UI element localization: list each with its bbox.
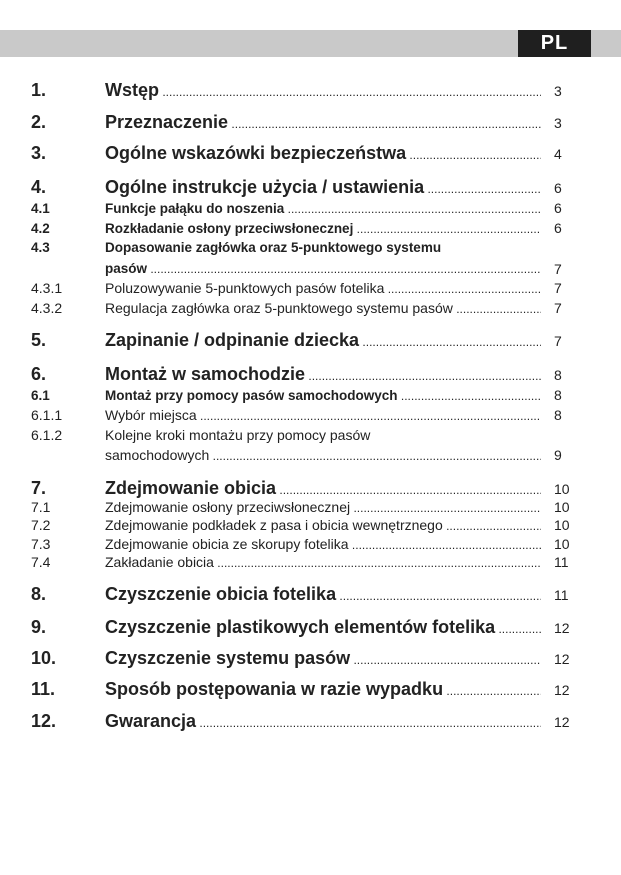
toc-page: 12 bbox=[554, 620, 570, 636]
toc-page: 3 bbox=[554, 83, 562, 99]
language-badge: PL bbox=[518, 30, 591, 57]
toc-page: 10 bbox=[554, 517, 570, 533]
toc-number: 7.4 bbox=[31, 554, 51, 570]
toc-title: Montaż przy pomocy pasów samochodowych ..... bbox=[105, 388, 541, 403]
toc-page: 7 bbox=[554, 300, 562, 316]
toc-number: 7.3 bbox=[31, 536, 51, 552]
toc-title: Poluzowywanie 5-punktowych pasów fotelika ..... bbox=[105, 280, 541, 296]
toc-number: 9. bbox=[31, 617, 47, 637]
toc-title: Gwarancja ..... bbox=[105, 711, 541, 732]
toc-number: 7.2 bbox=[31, 517, 51, 533]
toc-title: Rozkładanie osłony przeciwsłonecznej ..... bbox=[105, 221, 541, 236]
toc-page: 7 bbox=[554, 280, 562, 296]
toc-number: 6.1 bbox=[31, 388, 50, 403]
toc-title-continuation: pasów ..... bbox=[105, 261, 541, 276]
toc-number: 4.3.1 bbox=[31, 280, 63, 296]
toc-title: Wstęp ..... bbox=[105, 80, 541, 101]
toc-page: 3 bbox=[554, 115, 562, 131]
toc-page: 7 bbox=[554, 333, 562, 349]
toc-number: 7.1 bbox=[31, 499, 51, 515]
toc-page: 9 bbox=[554, 447, 562, 463]
toc-number: 2. bbox=[31, 112, 47, 132]
toc-title: Zdejmowanie osłony przeciwsłonecznej ..... bbox=[105, 499, 541, 515]
toc-title: Wybór miejsca ..... bbox=[105, 407, 541, 423]
toc-number: 12. bbox=[31, 711, 57, 731]
toc-page: 6 bbox=[554, 180, 562, 196]
toc-title: Zakładanie obicia ..... bbox=[105, 554, 541, 570]
toc-number: 6.1.1 bbox=[31, 407, 63, 423]
toc-page: 12 bbox=[554, 682, 570, 698]
toc-title: Zdejmowanie obicia ..... bbox=[105, 478, 541, 499]
toc-number: 4.1 bbox=[31, 201, 50, 216]
toc-page: 10 bbox=[554, 481, 570, 497]
toc-title: Zapinanie / odpinanie dziecka ..... bbox=[105, 330, 541, 351]
toc-number: 4.3.2 bbox=[31, 300, 63, 316]
toc-page: 4 bbox=[554, 146, 562, 162]
toc-number: 1. bbox=[31, 80, 47, 100]
toc-title: Ogólne instrukcje użycia / ustawienia ..... bbox=[105, 177, 541, 198]
toc-page: 8 bbox=[554, 387, 562, 403]
toc-page: 7 bbox=[554, 261, 562, 277]
toc-number: 7. bbox=[31, 478, 47, 498]
toc-title: Regulacja zagłówka oraz 5-punktowego systemu pasów ..... bbox=[105, 300, 541, 316]
toc-number: 10. bbox=[31, 648, 57, 668]
toc-title: Ogólne wskazówki bezpieczeństwa ..... bbox=[105, 143, 541, 164]
toc-page: 11 bbox=[554, 587, 569, 603]
toc-number: 4. bbox=[31, 177, 47, 197]
toc-title: Sposób postępowania w razie wypadku ..... bbox=[105, 679, 541, 700]
toc-number: 5. bbox=[31, 330, 47, 350]
toc-title: Zdejmowanie podkładek z pasa i obicia wewnętrznego ..... bbox=[105, 517, 541, 533]
toc-number: 3. bbox=[31, 143, 47, 163]
toc-title: Kolejne kroki montażu przy pomocy pasów bbox=[105, 427, 371, 443]
toc-title: Dopasowanie zagłówka oraz 5-punktowego systemu bbox=[105, 240, 442, 255]
toc-page: 6 bbox=[554, 200, 562, 216]
toc-page: 12 bbox=[554, 651, 570, 667]
toc-title: Funkcje pałąku do noszenia ..... bbox=[105, 201, 541, 216]
toc-title: Czyszczenie obicia fotelika ..... bbox=[105, 584, 541, 605]
toc-page: 6 bbox=[554, 220, 562, 236]
toc-number: 6. bbox=[31, 364, 47, 384]
toc-number: 8. bbox=[31, 584, 47, 604]
toc-title: Czyszczenie plastikowych elementów fotelika ..... bbox=[105, 617, 541, 638]
toc-page: 12 bbox=[554, 714, 570, 730]
toc-page: 10 bbox=[554, 536, 570, 552]
toc-title: Montaż w samochodzie ..... bbox=[105, 364, 541, 385]
toc-title: Czyszczenie systemu pasów ..... bbox=[105, 648, 541, 669]
toc-number: 4.3 bbox=[31, 240, 50, 255]
toc-page: 8 bbox=[554, 407, 562, 423]
toc-title-continuation: samochodowych ..... bbox=[105, 447, 541, 463]
toc-page: 8 bbox=[554, 367, 562, 383]
toc-number: 11. bbox=[31, 679, 56, 699]
toc-number: 6.1.2 bbox=[31, 427, 63, 443]
toc-page: 11 bbox=[554, 554, 569, 570]
toc-page: 10 bbox=[554, 499, 570, 515]
toc-number: 4.2 bbox=[31, 221, 50, 236]
toc-title: Przeznaczenie ..... bbox=[105, 112, 541, 133]
toc-title: Zdejmowanie obicia ze skorupy fotelika ..... bbox=[105, 536, 541, 552]
